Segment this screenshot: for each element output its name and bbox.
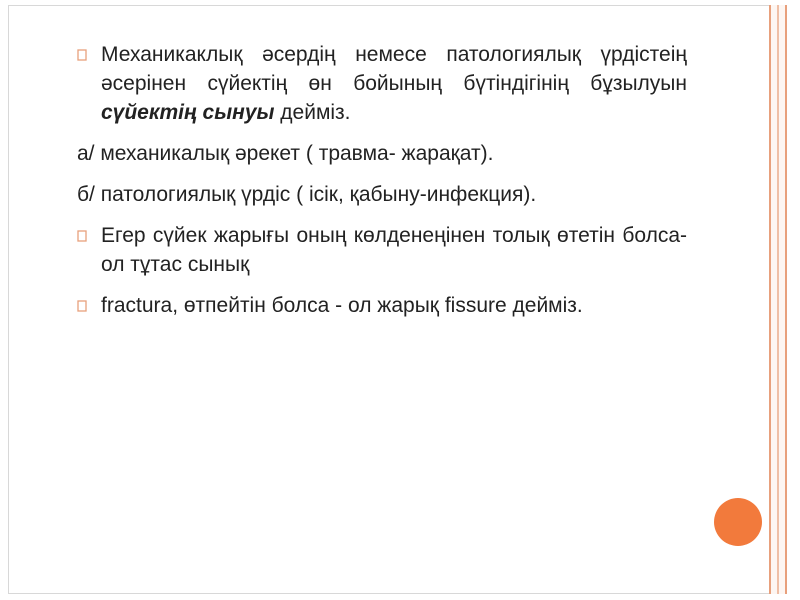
paragraph-complete-fracture <box>77 221 687 279</box>
definition-emphasis: сүйектің сынуы <box>101 101 275 124</box>
slide-body <box>77 40 687 332</box>
fissure-text: fractura, өтпейтін болса - ол жарық fissure дейміз. <box>101 294 583 317</box>
hollow-square-bullet-icon <box>77 230 88 243</box>
band-inner-line <box>777 5 779 594</box>
right-decorative-band <box>769 5 787 594</box>
definition-text-end: дейміз. <box>274 101 351 124</box>
complete-fracture-text: Егер сүйек жарығы оның көлденеңінен толық өтетін болса- ол тұтас сынық <box>101 224 687 276</box>
paragraph-fissure <box>77 291 687 320</box>
cause-b-text: б/ патологиялық үрдіс ( ісік, қабыну-инфекция). <box>77 183 537 206</box>
definition-text-start: Механикаклық әсердің немесе патологиялық үрдістеің әсерінен сүйектің өн бойының бүтіндігінің бұзылуын <box>101 43 687 95</box>
cause-a-text: а/ механикалық әрекет ( травма- жарақат). <box>77 142 494 165</box>
decorative-orange-circle <box>714 498 762 546</box>
paragraph-cause-a <box>77 139 687 168</box>
paragraph-cause-b <box>77 180 687 209</box>
hollow-square-bullet-icon <box>77 49 88 62</box>
hollow-square-bullet-icon <box>77 300 88 313</box>
paragraph-definition <box>77 40 687 127</box>
